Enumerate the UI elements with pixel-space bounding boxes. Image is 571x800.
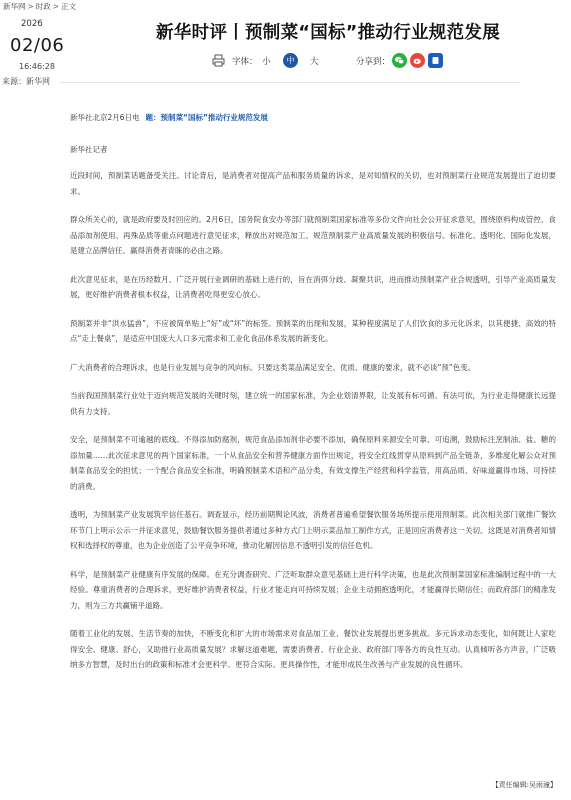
breadcrumb-home-link[interactable]: 新华网 (3, 2, 26, 11)
article-paragraph: 随着工业化的发展、生活节奏的加快，不断变化和扩大的市场需求对食品加工业、餐饮业发展提出更多挑战。多元诉求动态变化，如何既让人家吃得安全、健康、舒心，又助推行业高质量发展？求解这道难题，需要消费者、行业企业、政府部门等各方的良性互动。认真倾听各方声音，广泛吸纳多方智慧，及时出台的政策和标准才会更科学、更符合实际、更具操作性，才能形成民生改善与产业发展的良性循环。 (70, 629, 556, 669)
article-byline: 新华社记者 (70, 145, 108, 154)
font-size-large-button[interactable]: 大 (310, 57, 319, 67)
page-title: 新华时评丨预制菜“国标”推动行业规范发展 (156, 23, 501, 43)
article-paragraph: 透明，为预制菜产业发展筑牢信任基石。调查显示，经历前期舆论风波，消费者普遍希望餐饮服务场所提示使用预制菜。此次相关部门就推广餐饮环节门上明示公示一并征求意见，鼓励餐饮服务提供者通过多种方式门上明示菜品加工制作方式，正是回应消费者这一关切。这既是对消费者知情权和选择权的尊重，也为企业创造了公平竞争环境，推动化解因信息不透明引发的信任危机。 (70, 510, 556, 550)
share-label: 分享到： (356, 57, 391, 67)
breadcrumb-separator: > (27, 2, 34, 11)
share-more-icon[interactable] (428, 53, 443, 68)
print-icon[interactable] (212, 54, 225, 67)
article-dateline (70, 112, 556, 123)
header-divider (60, 82, 520, 83)
article-paragraph: 近段时间，预制菜话题备受关注。讨论背后，是消费者对提高产品和服务质量的诉求，是对知情权的关切，也对预制菜行业规范发展提出了迫切要求。 (70, 171, 556, 196)
article-paragraph: 科学，是预制菜产业健康有序发展的保障。在充分调查研究、广泛听取群众意见基础上进行科学决策，也是此次预制菜国家标准编制过程中的一大经验。尊重消费者的合理诉求，更好维护消费者权益，行业才能走向可持续发展；企业主动拥抱透明化，才能赢得长期信任；而政府部门的精准发力，则为三方共赢铺平道路。 (70, 569, 556, 610)
breadcrumb-current: 正文 (61, 2, 77, 11)
article-paragraph: 预制菜并非“洪水猛兽”，不应被简单贴上“好”或“坏”的标签。预制菜的出现和发展，某种程度满足了人们饮食的多元化诉求，以其便捷、高效的特点“走上餐桌”，是适应中国庞大人口多元需求和工业化食品体系发展的新变化。 (70, 318, 556, 343)
publish-year: 2026 (21, 19, 43, 29)
article-paragraph: 广大消费者的合理诉求，也是行业发展与竞争的风向标。只要这类菜品满足安全、优质、健康的要求，就不必谈“预”色变。 (70, 362, 476, 372)
article-body (70, 112, 556, 686)
article-paragraph: 安全，是预制菜不可逾越的底线。不得添加防腐剂，规范食品添加剂非必要不添加，确保原料来源安全可靠、可追溯，鼓励标注烹制油、盐、糖的添加量……此次征求意见的两个国家标准，一个从食品安全和营养健康方面作出规定，将安全红线贯穿从原料到产品全链条，多维度化解公众对预制菜食品安全的担忧；一个配合食品安全标准，明确预制菜术语和产品分类，有效支撑生产经营和科学监管，用高品质、好味道赢得市场、可持续的消费。 (70, 435, 556, 491)
publish-month-day: 02/06 (10, 35, 65, 56)
dateline-text: 新华社北京2月6日电 (70, 113, 140, 122)
responsible-editor: 【责任编辑:吴雨潼】 (491, 781, 557, 789)
wechat-share-icon[interactable] (392, 53, 407, 68)
breadcrumb-separator: > (52, 2, 60, 11)
weibo-share-icon[interactable] (410, 53, 425, 68)
publish-time: 16:46:28 (19, 62, 55, 71)
font-size-small-button[interactable]: 小 (262, 57, 271, 67)
breadcrumb-politics-link[interactable]: 时政 (35, 2, 51, 11)
article-source: 来源：新华网 (2, 77, 50, 86)
article-paragraph: 此次意见征求，是在历经数月、广泛开展行业调研的基础上进行的，旨在消弭分歧、凝聚共识，进而推动预制菜产业合规透明，引导产业高质量发展，更好维护消费者根本权益，让消费者吃得更安心放心。 (70, 274, 556, 299)
breadcrumb (3, 1, 76, 12)
article-paragraph: 群众所关心的，就是政府要及时回应的。2月6日，国务院食安办等部门就预制菜国家标准等多份文件向社会公开征求意见，围绕原料构成管控、食品添加剂使用、再殊品质等重点问题进行意见征求，释放出对规范加工、规范预制菜产业高质量发展的积极信号。标准化、透明化、国际化发展，是建立品牌信任、赢得消费者青睐的必由之路。 (70, 215, 556, 255)
font-size-medium-button[interactable]: 中 (283, 53, 298, 68)
font-size-label: 字体： (232, 57, 258, 67)
article-paragraph: 当前我国预制菜行业处于迈向规范发展的关键时刻，建立统一的国家标准，为企业划清界限，让发展有标可循、有法可依，为行业走得健康长远提供有力支持。 (70, 391, 556, 416)
article-subtitle: 题：预制菜“国标”推动行业规范发展 (145, 113, 268, 122)
